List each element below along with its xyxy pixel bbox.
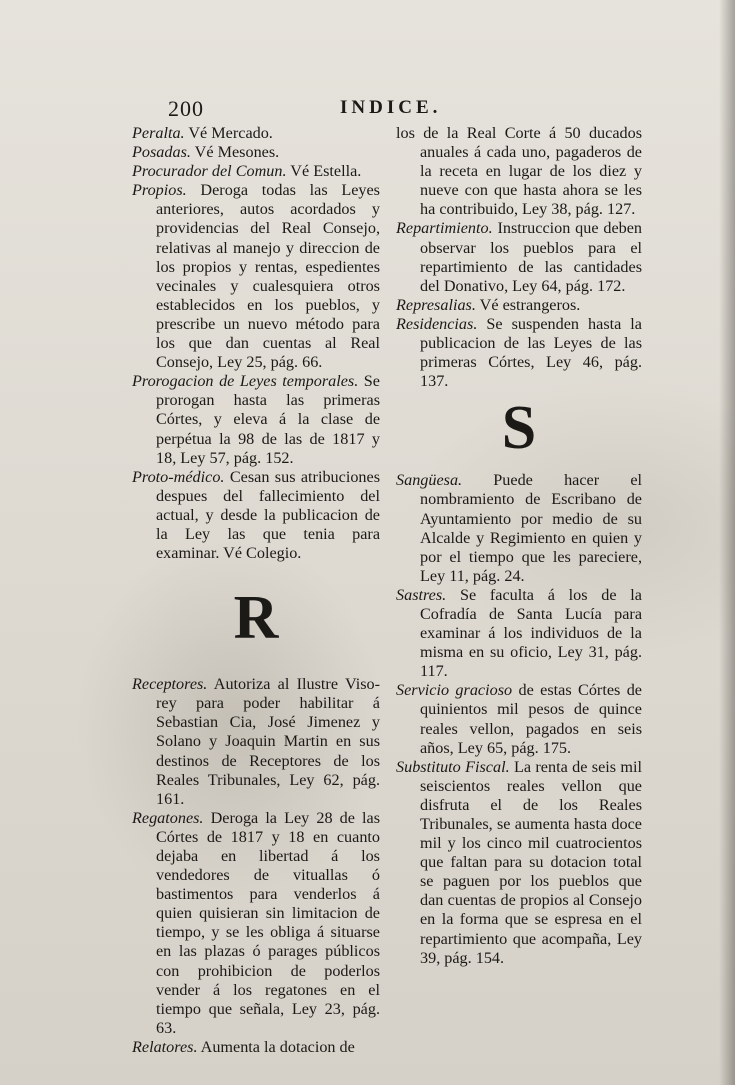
index-entry: [396, 296, 642, 315]
index-term: Posadas.: [132, 143, 191, 162]
index-description: Vé Mercado.: [184, 124, 273, 142]
index-entry: [132, 675, 380, 809]
index-description: Puede hacer el nombramiento de Escribano de Ayuntamiento por medio de su Alcalde y Regimiento en quien y por el tiempo que les pareciere, Ley 11, pág. 24.: [420, 471, 642, 585]
index-description: de estas Córtes de quinientos mil pesos de quince reales vellon, pagados en seis años, Ley 65, pág. 175.: [420, 681, 642, 757]
index-description: Se faculta á los de la Cofradía de Santa Lucía para examinar á los individuos de la misma en su oficio, Ley 31, pág. 117.: [420, 585, 642, 681]
index-entry: [396, 219, 642, 295]
index-term: Sangüesa.: [396, 471, 463, 490]
index-entry: [132, 372, 380, 467]
index-description: Aumenta la dotacion de: [197, 1037, 355, 1056]
section-letter-r: R: [233, 584, 279, 653]
index-entry: [132, 181, 380, 372]
index-entry: [396, 586, 642, 681]
index-term: Repartimiento.: [396, 219, 493, 238]
index-entry: [396, 315, 642, 391]
index-entry: [132, 124, 380, 143]
index-description: Deroga todas las Leyes anteriores, autos acordados y providencias del Real Consejo, relativas al manejo y direccion de los propios y rentas, espedientes vecinales y cualesquiera otros establecidos en los pueblos, y prescribe un nuevo método para los que dan cuentas al Real Consejo, Ley 25, pág. 66.: [156, 181, 380, 372]
left-entries-top: [132, 124, 380, 563]
index-term: Proto-médico.: [132, 467, 225, 486]
index-entry: [396, 681, 642, 757]
index-entry: [396, 471, 642, 586]
index-description: Se suspenden hasta la publicacion de las Leyes de las primeras Córtes, Ley 46, pág. 137.: [420, 314, 642, 391]
index-entry: [132, 468, 380, 563]
index-description: Deroga la Ley 28 de las Córtes de 1817 y 18 en cuanto dejaba en libertad á los vendedores de vituallas ó bastimentos para venderlos á quien quisieran sin limitacion de tiempo, y se les obliga á situarse en las plazas ó parages públicos con prohibicion de poderlos vender á los regatones en el tiempo que señala, Ley 23, pág. 63.: [156, 808, 380, 1037]
index-term: Represalias.: [396, 295, 476, 314]
index-term: Servicio gracioso: [396, 681, 513, 700]
left-column: [132, 124, 380, 1057]
index-entry: [132, 143, 380, 162]
right-column: [396, 124, 642, 968]
page-number: 200: [168, 96, 204, 121]
index-entry: [396, 124, 642, 219]
index-term: Residencias.: [396, 314, 478, 333]
right-entries-bottom: [396, 471, 642, 967]
index-term: Substituto Fiscal.: [396, 757, 510, 776]
index-term: Relatores.: [132, 1037, 198, 1056]
index-entry: [132, 162, 380, 181]
index-term: Procurador del Comun.: [132, 162, 287, 181]
index-entry: [396, 758, 642, 968]
index-entry: [132, 1038, 380, 1057]
index-term: Prorogacion de Leyes temporales.: [132, 372, 359, 391]
index-term: Receptores.: [132, 675, 208, 694]
right-entries-top: [396, 124, 642, 391]
page-header: [0, 96, 735, 126]
index-term: Peralta.: [132, 124, 185, 142]
index-description: Instruccion que deben observar los pueblos para el repartimiento de las cantidades del Donativo, Ley 64, pág. 172.: [420, 219, 642, 295]
index-description: La renta de seis mil seiscientos reales vellon que disfruta el de los Reales Tribunales, se aumenta hasta doce mil y los cinco mil cuatrocientos que faltan para su dotacion total se paguen por los pueblos que dan cuentas de propios al Consejo en la forma que se espresa en el repartimiento que acompaña, Ley 39, pág. 154.: [420, 757, 642, 967]
section-letter-s: S: [501, 394, 537, 463]
index-description: Vé Mesones.: [190, 143, 280, 162]
index-description: Autoriza al Ilustre Viso-rey para poder habilitar á Sebastian Cia, José Jimenez y Solano y Joaquin Martin en sus destinos de Receptores de los Reales Tribunales, Ley 62, pág. 161.: [156, 675, 380, 808]
index-description: Se prorogan hasta las primeras Córtes, y eleva á la clase de perpétua la 98 de las de 1817 y 18, Ley 57, pág. 152.: [156, 372, 380, 467]
index-description: Vé estrangeros.: [475, 295, 581, 314]
index-description: los de la Real Corte á 50 ducados anuales á cada uno, pagaderos de la receta en lugar de los diez y nueve con que hasta ahora se les ha contribuido, Ley 38, pág. 127.: [396, 124, 642, 219]
index-description: Cesan sus atribuciones despues del fallecimiento del actual, y desde la publicacion de la Ley las que tenia para examinar. Vé Colegio.: [156, 467, 380, 563]
running-title: INDICE.: [340, 97, 442, 118]
index-term: Regatones.: [132, 808, 204, 827]
index-entry: [132, 809, 380, 1038]
left-entries-bottom: [132, 675, 380, 1057]
page-edge-shadow: [719, 0, 735, 1085]
index-term: Propios.: [132, 181, 187, 200]
index-description: Vé Estella.: [286, 162, 362, 181]
index-term: Sastres.: [396, 585, 447, 604]
